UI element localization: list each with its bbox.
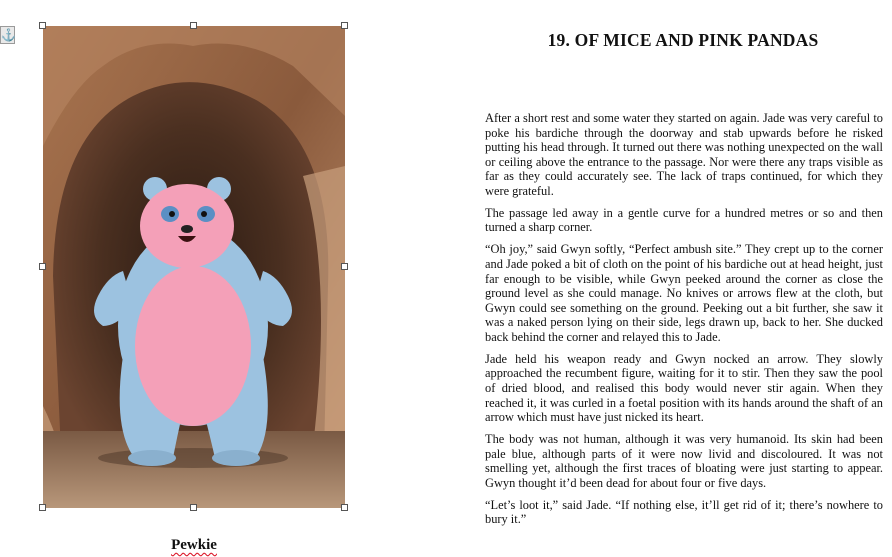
chapter-title: 19. OF MICE AND PINK PANDAS (547, 30, 819, 50)
paragraph: “Let’s loot it,” said Jade. “If nothing else, it’ll get rid of it; there’s nowhere to bury it.” (485, 497, 883, 527)
body-text (485, 111, 883, 534)
paragraph: The body was not human, although it was very humanoid. Its skin had been pale blue, although parts of it were now livid and discoloured. It was not smelling yet, although the first traces of bloating were just starting to appear. Gwyn thought it’d been dead for about four or five days. (485, 432, 883, 490)
resize-handle-top[interactable] (190, 22, 197, 29)
panda-illustration (43, 26, 345, 508)
resize-handle-top-left[interactable] (39, 22, 46, 29)
image-caption (43, 537, 345, 554)
paragraph: The passage led away in a gentle curve for a hundred metres or so and then turned a sharp corner. (485, 205, 883, 235)
resize-handle-bottom[interactable] (190, 504, 197, 511)
paragraph: “Oh joy,” said Gwyn softly, “Perfect ambush site.” They crept up to the corner and Jade poked a bit of cloth on the point of his bardiche out at head height, just far enough to be visible, while Gwyn peeked around the corner as close the ground level as she could manage. No knives or arrows flew at the cloth, but Gwyn could see something on the ground. Peeking out a bit further, she saw it was a naked person lying on their side, legs drawn up, back to her. She ducked back behind the corner and relayed this to Jade. (485, 242, 883, 344)
resize-handle-left[interactable] (39, 263, 46, 270)
resize-handle-bottom-right[interactable] (341, 504, 348, 511)
resize-handle-top-right[interactable] (341, 22, 348, 29)
resize-handle-right[interactable] (341, 263, 348, 270)
paragraph: Jade held his weapon ready and Gwyn nocked an arrow. They slowly approached the recumbent figure, waiting for it to stir. Then they saw the pool of dried blood, and realised this body would never stir again. When they reached it, it was curled in a foetal position with its hands around the shaft of an arrow which must have just nicked its heart. (485, 351, 883, 425)
panda-image[interactable] (43, 26, 345, 508)
caption-text: Pewkie (171, 537, 217, 553)
resize-handle-bottom-left[interactable] (39, 504, 46, 511)
anchor-icon[interactable]: ⚓ (1, 28, 16, 42)
paragraph: After a short rest and some water they started on again. Jade was very careful to poke his bardiche through the doorway and stab upwards before he risked putting his head through. It turned out there was nothing unexpected on the wall or ceiling above the entrance to the passage. Nor were there any traps visible as far as they could accurately see. The lack of traps continued, for which they were grateful. (485, 111, 883, 198)
